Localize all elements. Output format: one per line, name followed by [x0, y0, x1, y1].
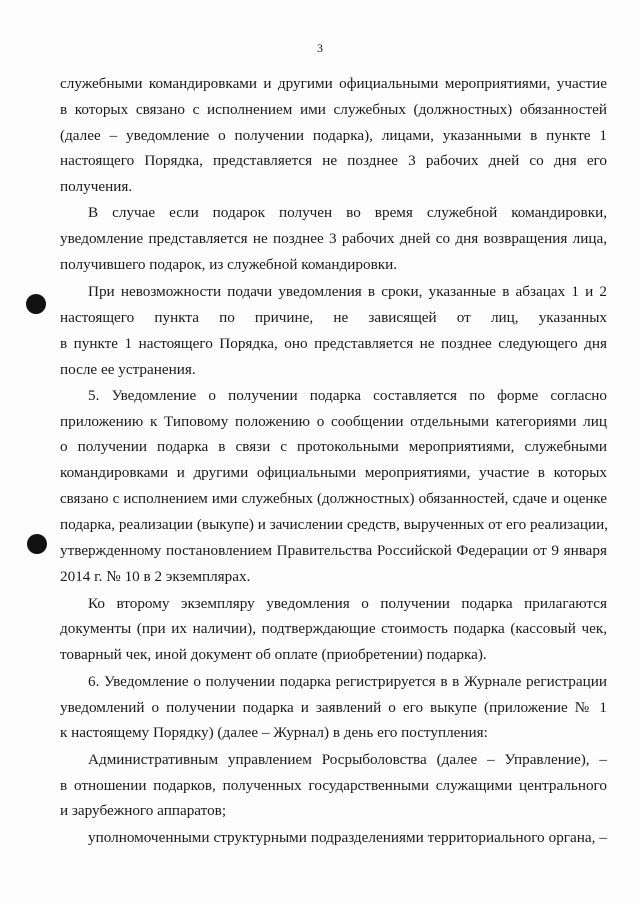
- text-line: приложению к Типовому положению о сообщении отдельными категориями лиц: [60, 413, 607, 430]
- text-line: уведомлений о получении подарка и заявлений о его выкупе (приложение № 1: [60, 699, 607, 716]
- text-line: о получении подарка в связи с протокольными мероприятиями, служебными: [60, 438, 607, 455]
- text-line: в отношении подарков, полученных государственными служащими центрального: [60, 777, 607, 794]
- text-line: В случае если подарок получен во время служебной командировки,: [88, 204, 607, 221]
- text-line: (далее – уведомление о получении подарка), лицами, указанными в пункте 1: [60, 127, 607, 144]
- text-line: Административным управлением Росрыболовства (далее – Управление), –: [88, 751, 607, 768]
- text-line: командировками и другими официальными мероприятиями, участие в которых: [60, 464, 607, 481]
- text-line: уполномоченными структурными подразделениями территориального органа, –: [88, 829, 607, 846]
- text-line: товарный чек, иной документ об оплате (приобретении) подарка).: [60, 646, 487, 663]
- punch-hole-bottom: [27, 534, 47, 554]
- text-line: служебными командировками и другими официальными мероприятиями, участие: [60, 75, 607, 92]
- text-line: При невозможности подачи уведомления в сроки, указанные в абзацах 1 и 2: [88, 283, 607, 300]
- text-line: получившего подарок, из служебной командировки.: [60, 256, 398, 273]
- text-line: связано с исполнением ими служебных (должностных) обязанностей, сдаче и оценке: [60, 491, 607, 507]
- text-line: документы (при их наличии), подтверждающие стоимость подарка (кассовый чек,: [60, 620, 607, 637]
- text-line: в которых связано с исполнением ими служебных (должностных) обязанностей: [60, 101, 607, 118]
- text-line: в пункте 1 настоящего Порядка, оно представляется не позднее следующего дня: [60, 335, 607, 352]
- text-line: после ее устранения.: [60, 361, 196, 378]
- text-line: подарка, реализации (выкупе) и зачислении средств, вырученных от его реализации,: [60, 516, 608, 533]
- page-number: 3: [317, 41, 323, 55]
- text-line: 6. Уведомление о получении подарка регистрируется в в Журнале регистрации: [88, 673, 607, 690]
- text-line: 2014 г. № 10 в 2 экземплярах.: [60, 568, 251, 585]
- text-line: к настоящему Порядку) (далее – Журнал) в день его поступления:: [60, 724, 488, 741]
- text-line: настоящего Порядка, представляется не позднее 3 рабочих дней со дня его: [60, 152, 607, 169]
- text-line: настоящего пункта по причине, не зависящей от лиц, указанных: [60, 309, 607, 326]
- text-line: 5. Уведомление о получении подарка составляется по форме согласно: [88, 387, 607, 404]
- text-line: Ко второму экземпляру уведомления о получении подарка прилагаются: [88, 595, 607, 612]
- punch-hole-top: [26, 294, 46, 314]
- text-line: получения.: [60, 178, 133, 195]
- text-line: утвержденному постановлением Правительства Российской Федерации от 9 января: [60, 542, 607, 559]
- text-line: и зарубежного аппаратов;: [60, 802, 227, 819]
- text-line: уведомление представляется не позднее 3 рабочих дней со дня возвращения лица,: [60, 230, 607, 247]
